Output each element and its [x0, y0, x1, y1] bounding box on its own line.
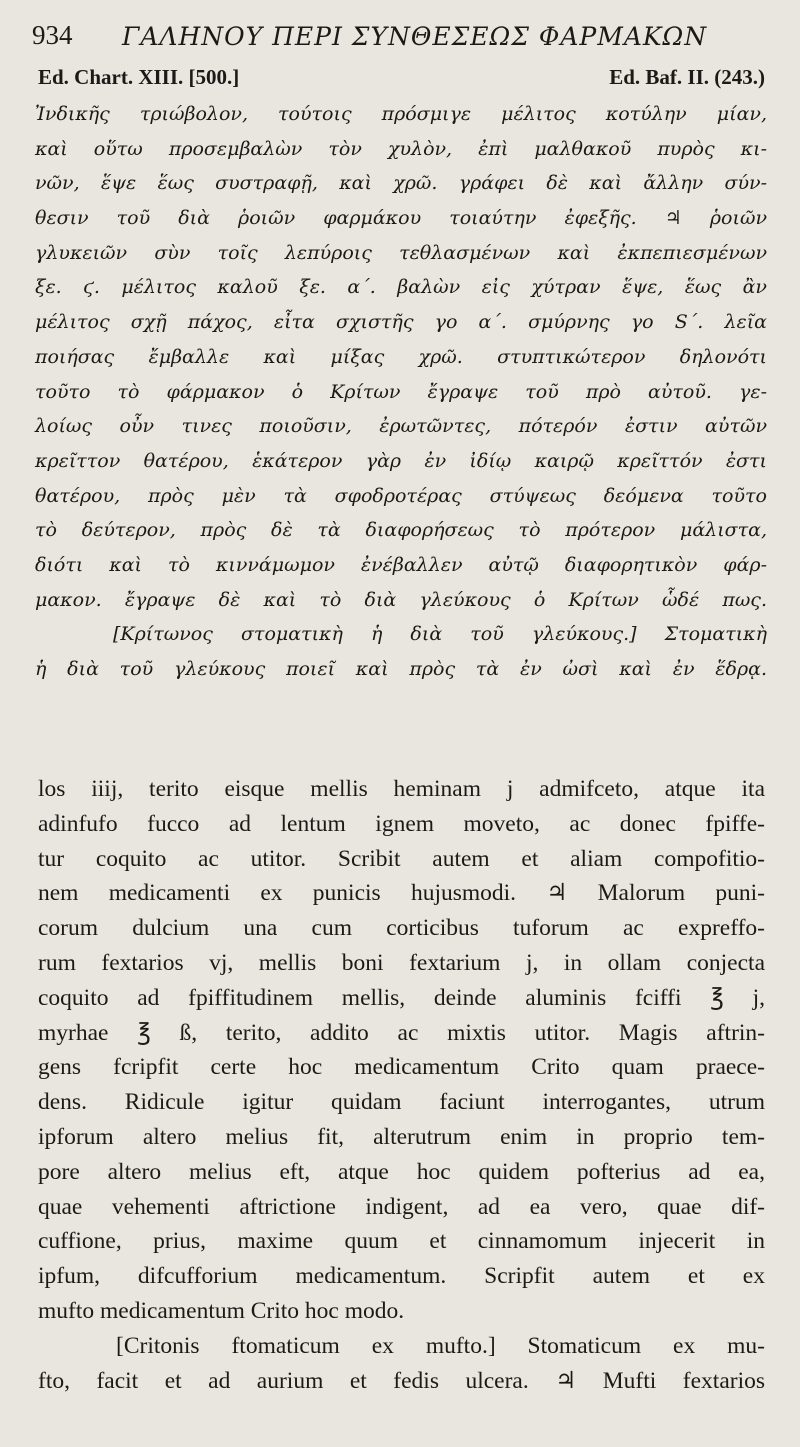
greek-line: τὸ δεύτερον, πρὸς δὲ τὰ διαφορήσεως τὸ πρότερον μάλιστα, — [35, 519, 767, 542]
greek-line: τοῦτο τὸ φάρμακον ὁ Κρίτων ἔγραψε τοῦ πρὸ αὐτοῦ. γε- — [35, 380, 767, 403]
running-title: ΓΑΛΗΝΟΥ ΠΕΡΙ ΣΥΝΘΕΣΕΩΣ ΦΑΡΜΑΚΩΝ — [122, 22, 708, 51]
latin-line: corum dulcium una cum corticibus tuforum ac expreffo- — [38, 915, 765, 942]
greek-line: ποιήσας ἔμβαλλε καὶ μίξας χρῶ. στυπτικώτερον δηλονότι — [35, 345, 767, 368]
greek-line: καὶ οὕτω προσεμβαλὼν τὸν χυλὸν, ἐπὶ μαλθακοῦ πυρὸς κι- — [35, 137, 767, 160]
greek-section-heading: [Κρίτωνος στοματικὴ ἡ διὰ τοῦ γλεύκους.] Στοματικὴ — [113, 623, 767, 646]
latin-line: coquito ad fpiffitudinem mellis, deinde aluminis fciffi ℥ j, — [38, 984, 765, 1011]
greek-line: μέλιτος σχῇ πάχος, εἶτα σχιστῆς γο α΄. σμύρνης γο S΄. λεῖα — [35, 311, 767, 334]
greek-line: νῶν, ἕψε ἕως συστραφῇ, καὶ χρῶ. γράφει δὲ καὶ ἄλλην σύν- — [35, 172, 767, 195]
latin-line: rum fextarios vj, mellis boni fextarium j, in ollam conjecta — [38, 949, 765, 976]
greek-line: ἡ διὰ τοῦ γλεύκους ποιεῖ καὶ πρὸς τὰ ἐν ὠσὶ καὶ ἐν ἕδρᾳ. — [35, 658, 767, 680]
latin-line: dens. Ridicule igitur quidam faciunt interrogantes, utrum — [38, 1089, 765, 1116]
greek-line: Ἰνδικῆς τριώβολον, τούτοις πρόσμιγε μέλιτος κοτύλην μίαν, — [35, 103, 767, 125]
latin-line: ipfum, difcufforium medicamentum. Scripfit autem et ex — [38, 1263, 765, 1290]
latin-line: nem medicamenti ex punicis hujusmodi. ♃ Malorum puni- — [38, 880, 765, 907]
greek-line: γλυκειῶν σὺν τοῖς λεπύροις τεθλασμένων καὶ ἐκπεπιεσμένων — [35, 241, 767, 264]
latin-section-heading: [Critonis ftomaticum ex mufto.] Stomaticum ex mu- — [116, 1332, 765, 1359]
edition-chartier-reference: Ed. Chart. XIII. [500.] — [38, 65, 240, 89]
latin-line: los iiij, terito eisque mellis heminam j admifceto, atque ita — [38, 776, 765, 802]
greek-line: θεσιν τοῦ διὰ ῥοιῶν φαρμάκου τοιαύτην ἐφεξῆς. ♃ ῥοιῶν — [35, 207, 767, 230]
greek-line: μακον. ἔγραψε δὲ καὶ τὸ διὰ γλεύκους ὁ Κρίτων ὧδέ πως. — [35, 588, 767, 611]
greek-line: λοίως οὖν τινες ποιοῦσιν, ἐρωτῶντες, πότερόν ἐστιν αὐτῶν — [35, 415, 767, 438]
latin-text-column — [38, 772, 765, 1398]
greek-line: διότι καὶ τὸ κιννάμωμον ἐνέβαλλεν αὐτῷ διαφορητικὸν φάρ- — [35, 553, 767, 576]
page-header — [32, 20, 772, 60]
latin-line: myrhae ℥ ß, terito, addito ac mixtis utitor. Magis aftrin- — [38, 1019, 765, 1046]
latin-line: mufto medicamentum Crito hoc modo. — [38, 1297, 405, 1324]
page-number: 934 — [32, 20, 73, 50]
edition-reference-line — [38, 65, 765, 95]
latin-line: pore altero melius eft, atque hoc quidem pofterius ad ea, — [38, 1158, 765, 1185]
latin-line: quae vehementi aftrictione indigent, ad ea vero, quae dif- — [38, 1193, 765, 1220]
greek-line: κρεῖττον θατέρου, ἑκάτερον γὰρ ἐν ἰδίῳ καιρῷ κρεῖττόν ἐστι — [35, 449, 767, 472]
edition-basel-reference: Ed. Baf. II. (243.) — [609, 65, 765, 89]
latin-line: adinfufo fucco ad lentum ignem moveto, ac donec fpiffe- — [38, 810, 765, 837]
greek-line: ξε. ϛ. μέλιτος καλοῦ ξε. α΄. βαλὼν εἰς χύτραν ἕψε, ἕως ἂν — [35, 276, 767, 299]
latin-line: fto, facit et ad aurium et fedis ulcera. ♃ Mufti fextarios — [38, 1367, 765, 1394]
greek-line: θατέρου, πρὸς μὲν τὰ σφοδροτέρας στύψεως δεόμενα τοῦτο — [35, 484, 767, 507]
latin-line: tur coquito ac utitor. Scribit autem et aliam compofitio- — [38, 845, 765, 872]
latin-line: ipforum altero melius fit, alterutrum enim in proprio tem- — [38, 1123, 765, 1150]
greek-text-column — [35, 97, 767, 687]
latin-line: cuffione, prius, maxime quum et cinnamomum injecerit in — [38, 1228, 765, 1255]
latin-line: gens fcripfit certe hoc medicamentum Crito quam praece- — [38, 1054, 765, 1081]
